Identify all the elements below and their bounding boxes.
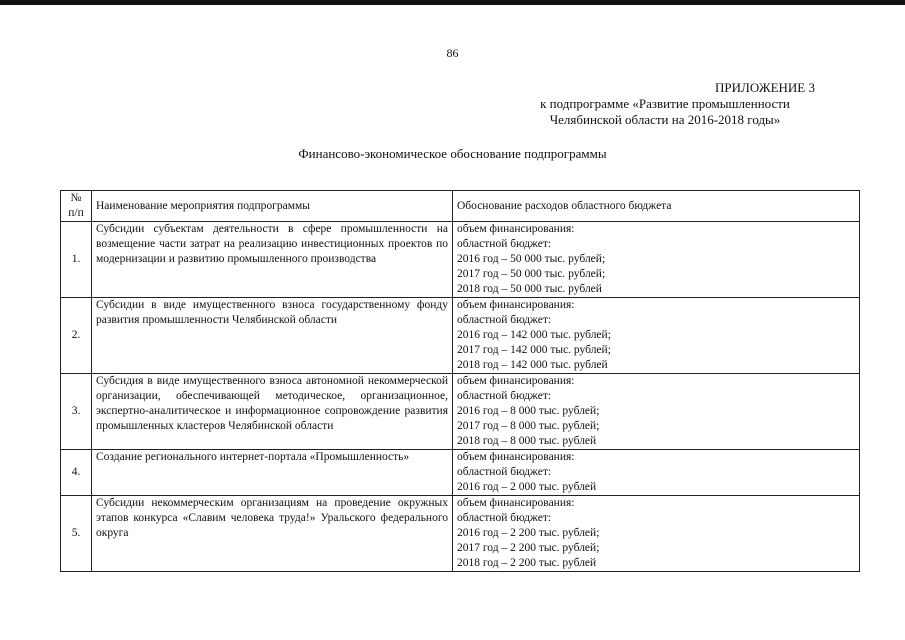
row-number: 5.	[61, 496, 92, 572]
budget-line: объем финансирования:	[457, 497, 575, 509]
row-number: 2.	[61, 298, 92, 374]
budget-line: объем финансирования:	[457, 451, 575, 463]
table-row	[61, 374, 860, 450]
header-num: № п/п	[61, 191, 92, 222]
budget-line: объем финансирования:	[457, 223, 575, 235]
table-row	[61, 222, 860, 298]
table-row	[61, 298, 860, 374]
appendix-line-2: Челябинской области на 2016-2018 годы»	[549, 112, 781, 127]
budget-line: объем финансирования:	[457, 299, 575, 311]
budget-basis	[453, 450, 860, 496]
budget-line: областной бюджет:	[457, 238, 552, 250]
row-number: 4.	[61, 450, 92, 496]
justification-table	[60, 190, 860, 572]
budget-line: областной бюджет:	[457, 512, 552, 524]
budget-line: областной бюджет:	[457, 314, 552, 326]
budget-line: 2017 год – 142 000 тыс. рублей;	[457, 344, 611, 356]
budget-line: 2018 год – 50 000 тыс. рублей	[457, 283, 602, 295]
budget-basis	[453, 496, 860, 572]
budget-line: областной бюджет:	[457, 390, 552, 402]
activity-name: Субсидии в виде имущественного взноса государственному фонду развития промышленности Челябинской области	[92, 298, 453, 374]
budget-line: объем финансирования:	[457, 375, 575, 387]
page-number: 86	[446, 46, 459, 60]
budget-basis	[453, 374, 860, 450]
budget-line: областной бюджет:	[457, 466, 552, 478]
table-body	[61, 222, 860, 572]
budget-line: 2018 год – 142 000 тыс. рублей	[457, 359, 608, 371]
document-title: Финансово-экономическое обоснование подпрограммы	[298, 146, 607, 161]
budget-basis	[453, 222, 860, 298]
budget-line: 2017 год – 2 200 тыс. рублей;	[457, 542, 600, 554]
table-header-row	[61, 191, 860, 222]
budget-line: 2017 год – 50 000 тыс. рублей;	[457, 268, 606, 280]
activity-name: Создание регионального интернет-портала «Промышленность»	[92, 450, 453, 496]
table-row	[61, 496, 860, 572]
budget-line: 2018 год – 2 200 тыс. рублей	[457, 557, 597, 569]
row-number: 1.	[61, 222, 92, 298]
budget-line: 2016 год – 50 000 тыс. рублей;	[457, 253, 606, 265]
header-basis: Обоснование расходов областного бюджета	[453, 191, 860, 222]
appendix-title: ПРИЛОЖЕНИЕ 3	[715, 80, 815, 95]
header-name: Наименование мероприятия подпрограммы	[92, 191, 453, 222]
activity-name: Субсидии некоммерческим организациям на проведение окружных этапов конкурса «Славим человека труда!» Уральского федерального округа	[92, 496, 453, 572]
budget-line: 2016 год – 2 000 тыс. рублей	[457, 481, 597, 493]
budget-line: 2016 год – 2 200 тыс. рублей;	[457, 527, 600, 539]
budget-line: 2018 год – 8 000 тыс. рублей	[457, 435, 597, 447]
appendix-header	[485, 80, 845, 128]
budget-line: 2016 год – 142 000 тыс. рублей;	[457, 329, 611, 341]
appendix-line-1: к подпрограмме «Развитие промышленности	[540, 96, 790, 111]
table-row	[61, 450, 860, 496]
budget-basis	[453, 298, 860, 374]
activity-name: Субсидии субъектам деятельности в сфере промышленности на возмещение части затрат на реализацию инвестиционных проектов по модернизации и развитию промышленного производства	[92, 222, 453, 298]
top-border-rule	[0, 0, 905, 5]
row-number: 3.	[61, 374, 92, 450]
activity-name: Субсидия в виде имущественного взноса автономной некоммерческой организации, обеспечивающей методическое, организационное, экспертно-аналитическое и информационное сопровождение развития промышленных кластеров Челябинской области	[92, 374, 453, 450]
budget-line: 2016 год – 8 000 тыс. рублей;	[457, 405, 600, 417]
budget-line: 2017 год – 8 000 тыс. рублей;	[457, 420, 600, 432]
